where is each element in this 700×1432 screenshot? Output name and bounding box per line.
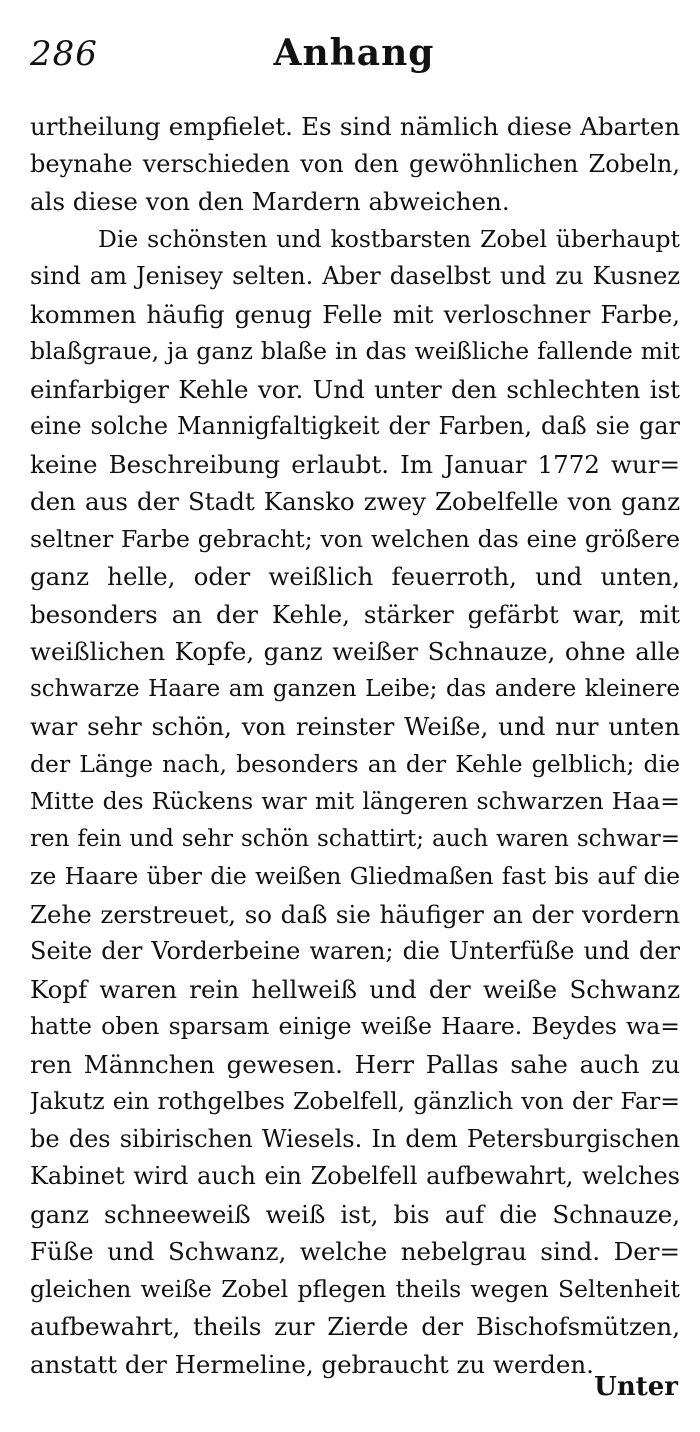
text-line: Mitte des Rückens war mit längeren schwarzen Haa= [30, 787, 680, 815]
text-line: ren Männchen gewesen. Herr Pallas sahe auch zu [30, 1049, 680, 1079]
text-line: urtheilung empfielet. Es sind nämlich diese Abarten [30, 112, 680, 141]
text-line: be des sibirischen Wiesels. In dem Petersburgischen [30, 1124, 680, 1153]
text-line: blaßgraue, ja ganz blaße in das weißliche fallende mit [30, 337, 680, 365]
text-line: gleichen weiße Zobel pflegen theils wegen Seltenheit [30, 1274, 680, 1303]
text-line: schwarze Haare am ganzen Leibe; das andere kleinere [30, 675, 680, 702]
body-text [30, 108, 680, 1383]
text-line: kommen häufig genug Felle mit verloschner Farbe, [30, 299, 680, 329]
text-line: war sehr schön, von reinster Weiße, und nur unten [30, 712, 680, 741]
text-line: als diese von den Mardern abweichen. [30, 187, 510, 216]
text-line: hatte oben sparsam einige weiße Haare. Beydes wa= [30, 1012, 680, 1040]
text-line: den aus der Stadt Kansko zwey Zobelfelle von ganz [30, 487, 680, 516]
text-line: eine solche Mannigfaltigkeit der Farben, daß sie gar [30, 412, 680, 440]
text-line: besonders an der Kehle, stärker gefärbt war, mit [30, 599, 680, 629]
catchword: Unter [594, 1372, 678, 1402]
text-line: Kabinet wird auch ein Zobelfell aufbewahrt, welches [30, 1162, 680, 1190]
text-line: der Länge nach, besonders an der Kehle gelblich; die [30, 749, 680, 778]
text-line: aufbewahrt, theils zur Zierde der Bischofsmützen, [30, 1312, 680, 1341]
text-line: ren fein und sehr schön schattirt; auch waren schwar= [30, 825, 680, 852]
running-head: Anhang [273, 32, 435, 74]
text-line: Zehe zerstreuet, so daß sie häufiger an der vordern [30, 899, 680, 929]
text-line: seltner Farbe gebracht; von welchen das eine größere [30, 524, 680, 553]
text-line: Füße und Schwanz, welche nebelgrau sind. Der= [30, 1237, 680, 1266]
text-line: ze Haare über die weißen Gliedmaßen fast bis auf die [30, 862, 680, 890]
text-line: Jakutz ein rothgelbes Zobelfell, gänzlich von der Far= [30, 1087, 680, 1115]
text-line: ganz schneeweiß weiß ist, bis auf die Schnauze, [30, 1199, 680, 1229]
text-line: weißlichen Kopfe, ganz weißer Schnauze, ohne alle [30, 637, 680, 666]
text-line: sind am Jenisey selten. Aber daselbst und zu Kusnez [30, 262, 680, 290]
page-number: 286 [30, 34, 98, 74]
text-line: keine Beschreibung erlaubt. Im Januar 1772 wur= [30, 449, 680, 479]
text-line: Kopf waren rein hellweiß und der weiße Schwanz [30, 974, 680, 1004]
text-line: Die schönsten und kostbarsten Zobel überhaupt [98, 224, 680, 253]
page-header [30, 28, 678, 80]
text-line: einfarbiger Kehle vor. Und unter den schlechten ist [30, 374, 680, 404]
text-line: anstatt der Hermeline, gebraucht zu werden. [30, 1349, 594, 1379]
text-line: beynahe verschieden von den gewöhnlichen Zobeln, [30, 149, 680, 178]
text-line: Seite der Vorderbeine waren; die Unterfüße und der [30, 937, 680, 965]
text-line: ganz helle, oder weißlich feuerroth, und unten, [30, 562, 680, 591]
